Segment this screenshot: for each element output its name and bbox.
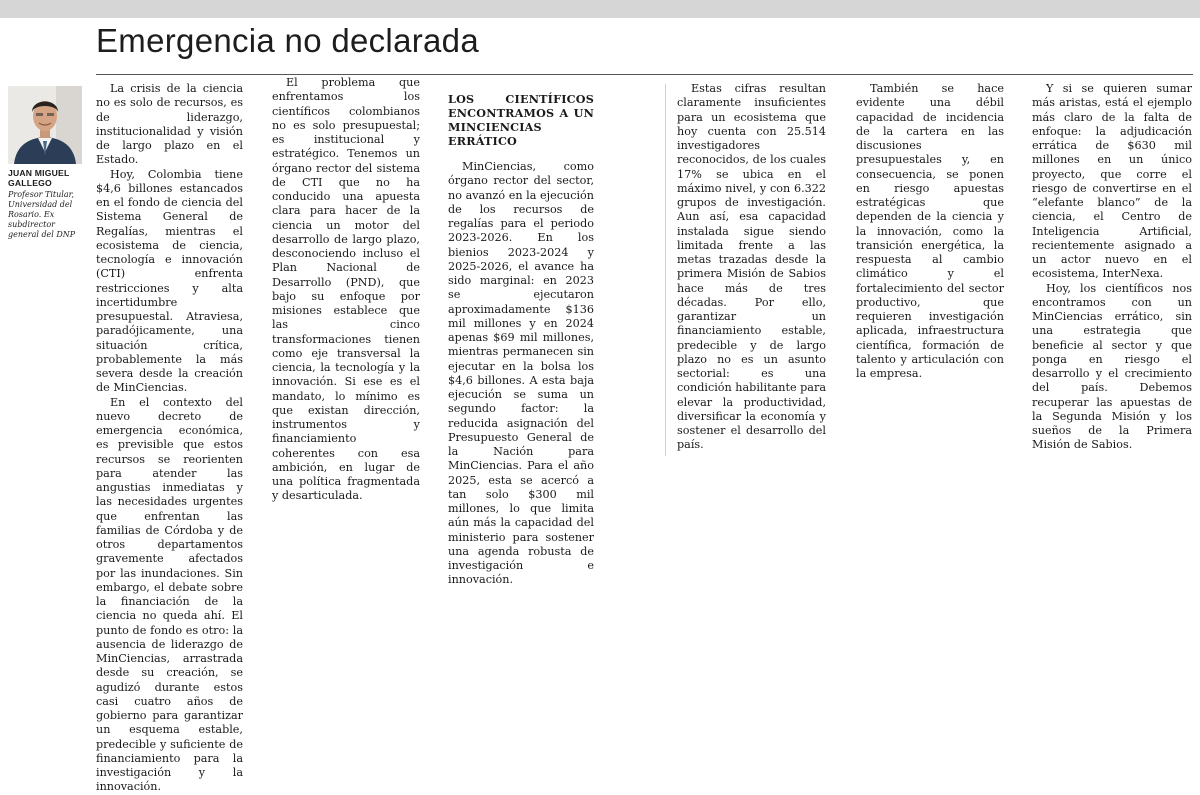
article-title: Emergencia no declarada	[96, 22, 479, 59]
text-column-1	[96, 82, 243, 795]
paragraph-4: El problema que enfrentamos los científicos colombianos no es solo presupuestal; es institucional y estratégico. Tenemos un órgano rector del sistema de CTI que no ha conducido una apuesta clara para hacer de la ciencia un motor del desarrollo de largo plazo, desconociendo incluso el Plan Nacional de Desarrollo (PND), que bajo su enfoque por misiones establece que las cinco transformaciones tienen como eje transversal la ciencia, la tecnología y la innovación. Si ese es el mandato, lo mínimo es que existan dirección, instrumentos y financiamiento coherentes con esa ambición, en lugar de una política fragmentada y desarticulada.	[272, 76, 420, 503]
author-portrait-icon	[8, 86, 82, 164]
text-column-4	[677, 82, 826, 453]
paragraph-6: Estas cifras resultan claramente insuficientes para un ecosistema que hoy cuenta con 25.514 investigadores reconocidos, de los cuales 17% se ubica en el máximo nivel, y con 6.322 grupos de investigación. Aun así, esa capacidad instalada sigue siendo limitada frente a las metas trazadas desde la primera Misión de Sabios hace más de tres décadas. Por ello, garantizar un financiamiento estable, predecible y de largo plazo no es un asunto sectorial: es una condición habilitante para elevar la productividad, diversificar la economía y sostener el desarrollo del país.	[677, 82, 826, 452]
author-name: JUAN MIGUEL GALLEGO	[8, 168, 70, 188]
text-column-3	[448, 82, 594, 588]
title-rule	[96, 74, 1193, 75]
paragraph-8: Y si se quieren sumar más aristas, está el ejemplo más claro de la falta de enfoque: la adjudicación errática de $630 mil millones en un único proyecto, que corre el riesgo de convertirse en el “elefante blanco” de la ciencia, el Centro de Inteligencia Artificial, recientemente asignado a un actor nuevo en el ecosistema, InterNexa.	[1032, 82, 1192, 281]
paragraph-9: Hoy, los científicos nos encontramos con un MinCiencias errático, sin una estrategia que beneficie al sector y que ponga en riesgo el desarrollo y el crecimiento del país. Debemos recuperar las apuestas de la Segunda Misión y los sueños de la Primera Misión de Sabios.	[1032, 281, 1192, 452]
text-column-2	[272, 76, 420, 504]
column-separator	[665, 84, 666, 456]
paragraph-1: La crisis de la ciencia no es solo de recursos, es de liderazgo, institucionalidad y visión de largo plazo en el Estado.	[96, 82, 243, 167]
paragraph-3: En el contexto del nuevo decreto de emergencia económica, es previsible que estos recursos se reorienten para atender las angustias inmediatas y las necesidades urgentes que enfrentan las familias de Córdoba y de otros departamentos gravemente afectados por las inundaciones. Sin embargo, el debate sobre la financiación de la ciencia no queda ahí. El punto de fondo es otro: la ausencia de liderazgo de MinCiencias, arrastrada desde su creación, se agudizó durante estos casi cuatro años de gobierno para garantizar un esquema estable, predecible y suficiente de financiamiento para la investigación y la innovación.	[96, 395, 243, 794]
article-subhead: LOS CIENTÍFICOS ENCONTRAMOS A UN MINCIENCIAS ERRÁTICO	[448, 92, 594, 148]
text-column-5	[856, 82, 1004, 381]
paragraph-2: Hoy, Colombia tiene $4,6 billones estancados en el fondo de ciencia del Sistema General de Regalías, mientras el ecosistema de ciencia, tecnología e innovación (CTI) enfrenta restricciones y alta incertidumbre presupuestal. Atraviesa, paradójicamente, una situación crítica, probablemente la más severa desde la creación de MinCiencias.	[96, 167, 243, 395]
author-role: Profesor Titular, Universidad del Rosario. Ex subdirector general del DNP	[8, 190, 76, 239]
paragraph-7: También se hace evidente una débil capacidad de incidencia de la cartera en las discusiones presupuestales y, en consecuencia, se ponen en riesgo apuestas estratégicas que dependen de la ciencia y la innovación, como la transición energética, la respuesta al cambio climático y el fortalecimiento del sector productivo, que requieren investigación aplicada, infraestructura científica, formación de talento y articulación con la empresa.	[856, 82, 1004, 380]
author-photo	[8, 86, 82, 164]
author-box	[8, 86, 88, 240]
page-top-band	[0, 0, 1200, 18]
text-column-6	[1032, 82, 1192, 453]
paragraph-5: MinCiencias, como órgano rector del sector, no avanzó en la ejecución de los recursos de regalías para el periodo 2023-2026. En los bienios 2023-2024 y 2025-2026, el avance ha sido marginal: en 2023 se ejecutaron aproximadamente $136 mil millones y en 2024 apenas $69 mil millones, mientras permanecen sin ejecutar en la bolsa los $4,6 billones. A esta baja ejecución se suma un segundo factor: la reducida asignación del Presupuesto General de la Nación para MinCiencias. Para el año 2025, esta se acercó a tan solo $300 mil millones, lo que limita aún más la capacidad del ministerio para sostener una agenda robusta de investigación e innovación.	[448, 160, 594, 587]
